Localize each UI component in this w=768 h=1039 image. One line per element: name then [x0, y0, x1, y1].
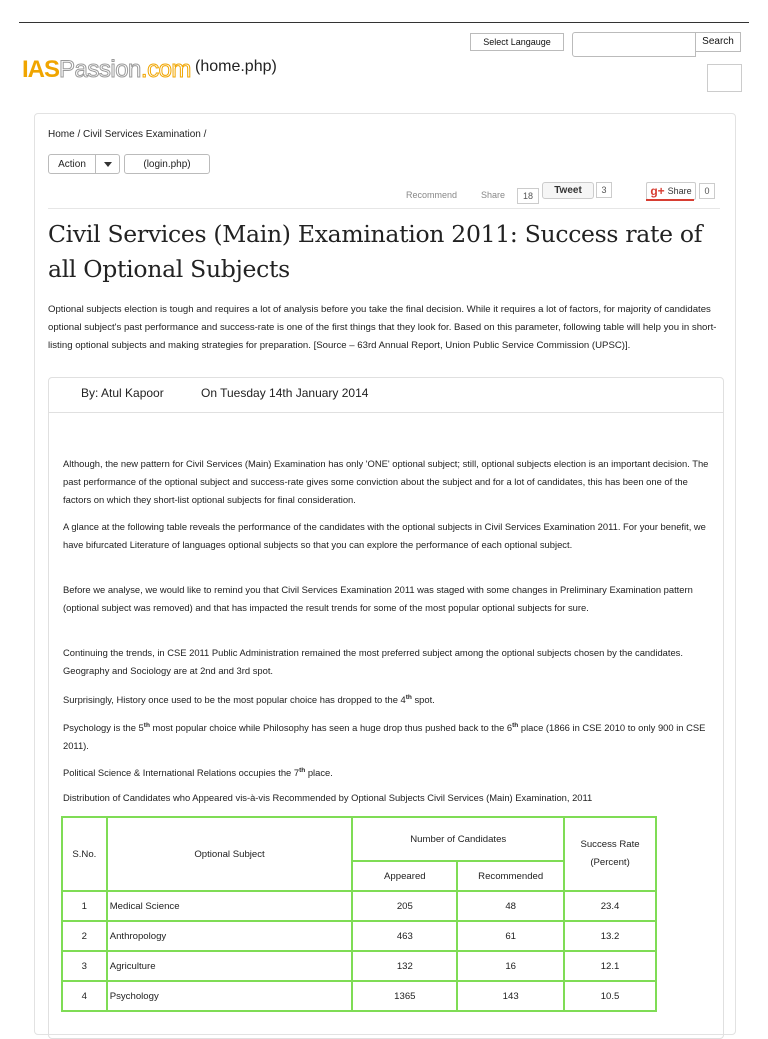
search-button[interactable]: Search — [695, 32, 741, 52]
facebook-share-count: 18 — [517, 188, 539, 204]
row-sno: 3 — [62, 951, 107, 981]
action-dropdown[interactable] — [48, 154, 120, 174]
row-rate: 13.2 — [564, 921, 656, 951]
breadcrumb[interactable]: Home / Civil Services Examination / — [48, 129, 207, 140]
header-widget-box[interactable] — [707, 64, 742, 92]
paragraph-3: Before we analyse, we would like to remind you that Civil Services Examination 2011 was staged with some changes in Preliminary Examination pattern (optional subject was removed) and that has impacted the result trends for some of the most popular optional subjects for sure. — [63, 584, 693, 613]
logo-ias-text: IAS — [22, 56, 60, 83]
home-link[interactable]: (home.php) — [195, 58, 277, 75]
paragraph-6-text: Psychology is the 5 — [63, 722, 144, 734]
action-caret-button[interactable] — [96, 154, 120, 174]
google-plus-share-button[interactable] — [646, 182, 696, 200]
row-recommended: 61 — [457, 921, 564, 951]
select-language-button[interactable]: Select Langauge — [470, 33, 564, 51]
header-number-of-candidates: Number of Candidates — [352, 817, 564, 861]
article-intro: Optional subjects election is tough and requires a lot of analysis before you take the final decision. While it requires a lot of factors, for majority of candidates optional subject's past performance and success-rate is one of the first things that they look for. Based on this parameter, following table will help you in short-listing optional subjects and making strategies for preparation. [Source – 63rd Annual Report, Union Public Service Commission (UPSC)]. — [48, 304, 717, 351]
login-button[interactable]: (login.php) — [124, 154, 210, 174]
action-button[interactable]: Action — [48, 154, 96, 174]
paragraph-4: Continuing the trends, in CSE 2011 Public Administration remained the most preferred subject among the optional subjects chosen by the candidates. Geography and Sociology are at 2nd and 3rd spot. — [63, 647, 683, 676]
chevron-down-icon — [104, 162, 112, 167]
paragraph-5 — [63, 689, 713, 709]
search-input[interactable] — [572, 32, 696, 57]
google-plus-icon: g+ — [650, 184, 665, 198]
header-recommended: Recommended — [457, 861, 564, 891]
header-divider — [48, 208, 720, 209]
tweet-count: 3 — [596, 182, 612, 198]
table-row — [62, 981, 656, 1011]
row-appeared: 132 — [352, 951, 457, 981]
row-rate: 10.5 — [564, 981, 656, 1011]
paragraph-7 — [63, 762, 713, 782]
paragraph-7-tail: place. — [305, 767, 333, 779]
paragraph-7-text: Political Science & International Relations occupies the 7 — [63, 767, 300, 779]
row-subject: Medical Science — [107, 891, 353, 921]
table-row — [62, 951, 656, 981]
post-header — [49, 378, 723, 413]
row-rate: 23.4 — [564, 891, 656, 921]
header-success-rate: Success Rate (Percent) — [564, 817, 656, 891]
row-recommended: 48 — [457, 891, 564, 921]
page-title: Civil Services (Main) Examination 2011: Success rate of all Optional Subjects — [48, 220, 703, 283]
tweet-button[interactable]: Tweet — [542, 182, 594, 199]
row-subject: Anthropology — [107, 921, 353, 951]
logo-passion-text: Passion — [59, 56, 141, 83]
facebook-recommend-button[interactable]: Recommend — [406, 190, 458, 200]
row-subject: Agriculture — [107, 951, 353, 981]
row-appeared: 205 — [352, 891, 457, 921]
paragraph-6-sup-1: th — [143, 722, 150, 729]
paragraph-6-mid: most popular choice while Philosophy has seen a huge drop thus pushed back to the 6 — [149, 722, 513, 734]
google-plus-count: 0 — [699, 183, 715, 199]
row-appeared: 463 — [352, 921, 457, 951]
paragraph-7-sup: th — [299, 767, 306, 774]
row-rate: 12.1 — [564, 951, 656, 981]
row-appeared: 1365 — [352, 981, 457, 1011]
header-sno: S.No. — [62, 817, 107, 891]
row-recommended: 16 — [457, 951, 564, 981]
row-sno: 1 — [62, 891, 107, 921]
row-subject: Psychology — [107, 981, 353, 1011]
google-plus-share-label: Share — [667, 186, 692, 196]
paragraph-2: A glance at the following table reveals the performance of the candidates with the optional subjects in Civil Services Examination 2011. For your benefit, we have bifurcated Literature of languages optional subjects so that you can explore the performance of each optional subject. — [63, 521, 706, 550]
author-byline: By: Atul Kapoor — [81, 386, 164, 400]
paragraph-5-text: Surprisingly, History once used to be the most popular choice has dropped to the 4 — [63, 694, 406, 706]
site-logo[interactable] — [22, 56, 191, 84]
top-rule — [19, 22, 749, 23]
header-appeared: Appeared — [352, 861, 457, 891]
row-recommended: 143 — [457, 981, 564, 1011]
paragraph-6-tail: place (1866 in CSE 2010 to only 900 in CSE 2011). — [63, 722, 706, 752]
table-row — [62, 921, 656, 951]
header-subject: Optional Subject — [107, 817, 353, 891]
post-date: On Tuesday 14th January 2014 — [201, 386, 369, 400]
table-row — [62, 891, 656, 921]
row-sno: 4 — [62, 981, 107, 1011]
google-plus-accent — [646, 199, 694, 201]
facebook-share-button[interactable]: Share — [481, 190, 506, 200]
paragraph-5-sup: th — [405, 694, 412, 701]
success-rate-table — [61, 816, 657, 1012]
logo-com-text: .com — [140, 56, 191, 83]
paragraph-1: Although, the new pattern for Civil Services (Main) Examination has only 'ONE' optional subject; still, optional subjects election is an important decision. The past performance of the optional subject and success-rate gives some conviction about the subject and for a lot of candidates, this has been one of the factors on which they short-list optional subjects for final consideration. — [63, 458, 709, 505]
paragraph-6-sup-2: th — [512, 722, 519, 729]
paragraph-6 — [63, 717, 713, 755]
row-sno: 2 — [62, 921, 107, 951]
paragraph-5-tail: spot. — [411, 694, 435, 706]
table-caption: Distribution of Candidates who Appeared vis-à-vis Recommended by Optional Subjects Civil Services (Main) Examination, 2011 — [63, 792, 593, 803]
post-panel — [48, 377, 724, 1039]
